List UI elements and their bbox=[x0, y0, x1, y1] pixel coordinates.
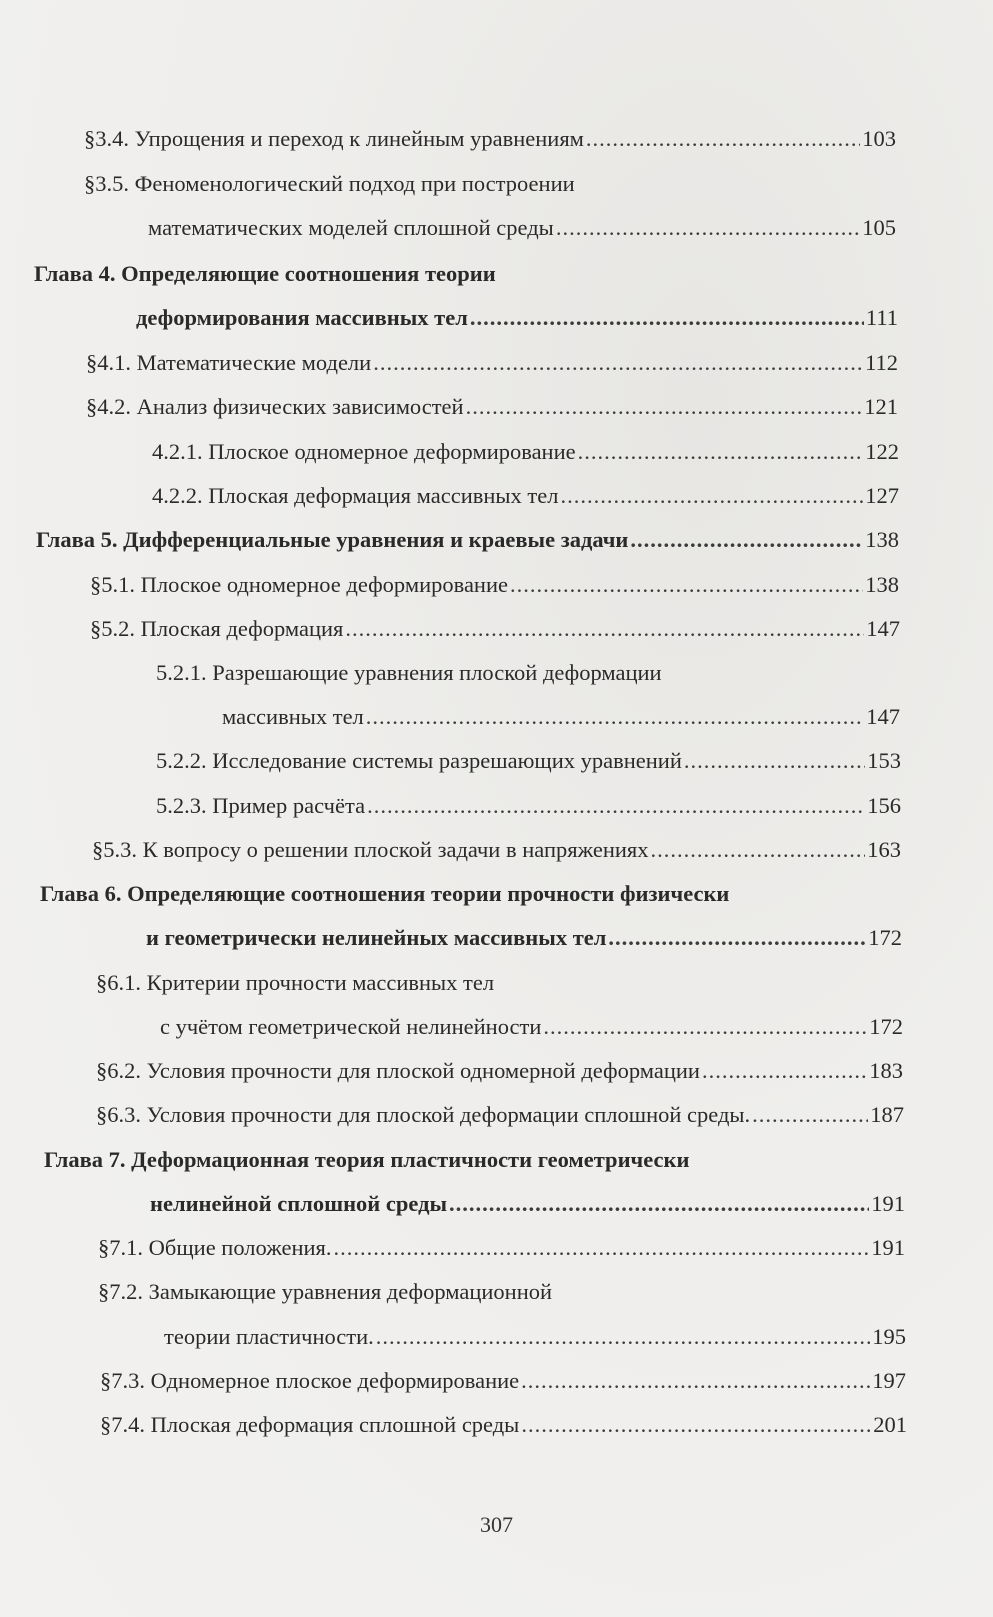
toc-entry bbox=[92, 835, 901, 865]
entry-title: 5.2.2. Исследование системы разрешающих уравнений bbox=[156, 748, 682, 773]
toc-entry bbox=[84, 169, 575, 199]
entry-page: 195 bbox=[872, 1324, 906, 1349]
leader-dots bbox=[684, 746, 865, 776]
entry-title: §7.4. Плоская деформация сплошной среды bbox=[100, 1412, 520, 1437]
leader-dots bbox=[651, 835, 866, 865]
toc-entry bbox=[100, 1410, 907, 1440]
leader-dots bbox=[510, 570, 863, 600]
entry-page: 163 bbox=[867, 837, 901, 862]
leader-dots bbox=[521, 1410, 871, 1440]
entry-page: 103 bbox=[862, 126, 896, 151]
page-number: 307 bbox=[480, 1512, 513, 1537]
leader-dots bbox=[586, 124, 860, 154]
entry-page: 183 bbox=[869, 1058, 903, 1083]
toc-entry bbox=[152, 481, 899, 511]
entry-page: 201 bbox=[873, 1412, 907, 1437]
entry-page: 147 bbox=[866, 616, 900, 641]
entry-page: 191 bbox=[871, 1235, 905, 1260]
entry-page: 172 bbox=[869, 1014, 903, 1039]
entry-page: 138 bbox=[865, 527, 899, 552]
leader-dots bbox=[752, 1100, 868, 1130]
leader-dots bbox=[470, 303, 864, 333]
toc-entry bbox=[96, 968, 494, 998]
toc-entry bbox=[86, 392, 898, 422]
leader-dots bbox=[376, 1322, 870, 1352]
toc-entry bbox=[156, 658, 662, 688]
entry-page: 191 bbox=[871, 1191, 905, 1216]
leader-dots bbox=[608, 923, 866, 953]
entry-title: §6.1. Критерии прочности массивных тел bbox=[96, 970, 495, 995]
entry-title: §7.1. Общие положения. bbox=[98, 1235, 332, 1260]
entry-title: Глава 5. Дифференциальные уравнения и краевые задачи bbox=[36, 527, 629, 552]
entry-page: 105 bbox=[862, 215, 896, 240]
entry-title: Глава 6. Определяющие соотношения теории прочности физически bbox=[40, 881, 730, 906]
toc-entry bbox=[100, 1366, 906, 1396]
entry-title: деформирования массивных тел bbox=[136, 305, 468, 330]
toc-entry bbox=[86, 348, 898, 378]
entry-page: 187 bbox=[870, 1102, 904, 1127]
leader-dots bbox=[345, 614, 864, 644]
leader-dots bbox=[466, 392, 863, 422]
entry-title: §3.5. Феноменологический подход при построении bbox=[84, 171, 575, 196]
entry-title: с учётом геометрической нелинейности bbox=[160, 1014, 542, 1039]
entry-title: 5.2.3. Пример расчёта bbox=[156, 793, 366, 818]
entry-page: 147 bbox=[866, 704, 900, 729]
chapter-heading bbox=[150, 1189, 905, 1219]
toc-entry bbox=[96, 1100, 904, 1130]
leader-dots bbox=[366, 702, 864, 732]
leader-dots bbox=[367, 791, 865, 821]
entry-title: §4.1. Математические модели bbox=[86, 350, 372, 375]
chapter-heading bbox=[136, 303, 898, 333]
toc-entry bbox=[160, 1012, 903, 1042]
entry-title: математических моделей сплошной среды bbox=[148, 215, 554, 240]
entry-page: 127 bbox=[865, 483, 899, 508]
chapter-heading bbox=[36, 525, 899, 555]
chapter-heading bbox=[40, 879, 729, 909]
leader-dots bbox=[578, 437, 864, 467]
entry-page: 121 bbox=[864, 394, 898, 419]
toc-entry bbox=[84, 124, 896, 154]
leader-dots bbox=[521, 1366, 870, 1396]
leader-dots bbox=[702, 1056, 867, 1086]
entry-title: 5.2.1. Разрешающие уравнения плоской деформации bbox=[156, 660, 662, 685]
toc-entry bbox=[156, 791, 901, 821]
chapter-heading bbox=[34, 259, 496, 289]
leader-dots bbox=[449, 1189, 869, 1219]
entry-title: массивных тел bbox=[222, 704, 364, 729]
entry-title: 4.2.1. Плоское одномерное деформирование bbox=[152, 439, 576, 464]
entry-title: §6.3. Условия прочности для плоской деформации сплошной среды. bbox=[96, 1102, 751, 1127]
entry-title: теории пластичности. bbox=[164, 1324, 374, 1349]
entry-title: и геометрически нелинейных массивных тел bbox=[146, 925, 607, 950]
toc-entry bbox=[98, 1233, 905, 1263]
entry-title: §7.2. Замыкающие уравнения деформационной bbox=[98, 1279, 553, 1304]
leader-dots bbox=[543, 1012, 867, 1042]
toc-entry bbox=[148, 213, 896, 243]
toc-entry bbox=[90, 614, 900, 644]
leader-dots bbox=[373, 348, 863, 378]
entry-page: 153 bbox=[867, 748, 901, 773]
entry-title: Глава 4. Определяющие соотношения теории bbox=[34, 261, 496, 286]
toc-entry bbox=[152, 437, 899, 467]
entry-page: 138 bbox=[865, 572, 899, 597]
toc-entry bbox=[164, 1322, 906, 1352]
entry-title: 4.2.2. Плоская деформация массивных тел bbox=[152, 483, 559, 508]
leader-dots bbox=[560, 481, 863, 511]
entry-page: 172 bbox=[868, 925, 902, 950]
entry-page: 156 bbox=[867, 793, 901, 818]
entry-title: §3.4. Упрощения и переход к линейным уравнениям bbox=[84, 126, 584, 151]
entry-title: §6.2. Условия прочности для плоской одномерной деформации bbox=[96, 1058, 700, 1083]
entry-page: 111 bbox=[865, 305, 898, 330]
entry-title: §4.2. Анализ физических зависимостей bbox=[86, 394, 464, 419]
leader-dots bbox=[630, 525, 863, 555]
toc-entry bbox=[222, 702, 900, 732]
entry-title: §5.3. К вопросу о решении плоской задачи в напряжениях bbox=[92, 837, 649, 862]
entry-title: §5.2. Плоская деформация bbox=[90, 616, 344, 641]
leader-dots bbox=[334, 1233, 870, 1263]
entry-page: 197 bbox=[872, 1368, 906, 1393]
toc-entry bbox=[98, 1277, 552, 1307]
entry-title: нелинейной сплошной среды bbox=[150, 1191, 448, 1216]
entry-page: 112 bbox=[865, 350, 898, 375]
chapter-heading bbox=[44, 1145, 689, 1175]
entry-page: 122 bbox=[865, 439, 899, 464]
entry-title: Глава 7. Деформационная теория пластичности геометрически bbox=[44, 1147, 690, 1172]
toc-entry bbox=[90, 570, 899, 600]
toc-entry bbox=[156, 746, 901, 776]
chapter-heading bbox=[146, 923, 902, 953]
leader-dots bbox=[556, 213, 860, 243]
entry-title: §7.3. Одномерное плоское деформирование bbox=[100, 1368, 520, 1393]
entry-title: §5.1. Плоское одномерное деформирование bbox=[90, 572, 508, 597]
toc-entry bbox=[96, 1056, 903, 1086]
